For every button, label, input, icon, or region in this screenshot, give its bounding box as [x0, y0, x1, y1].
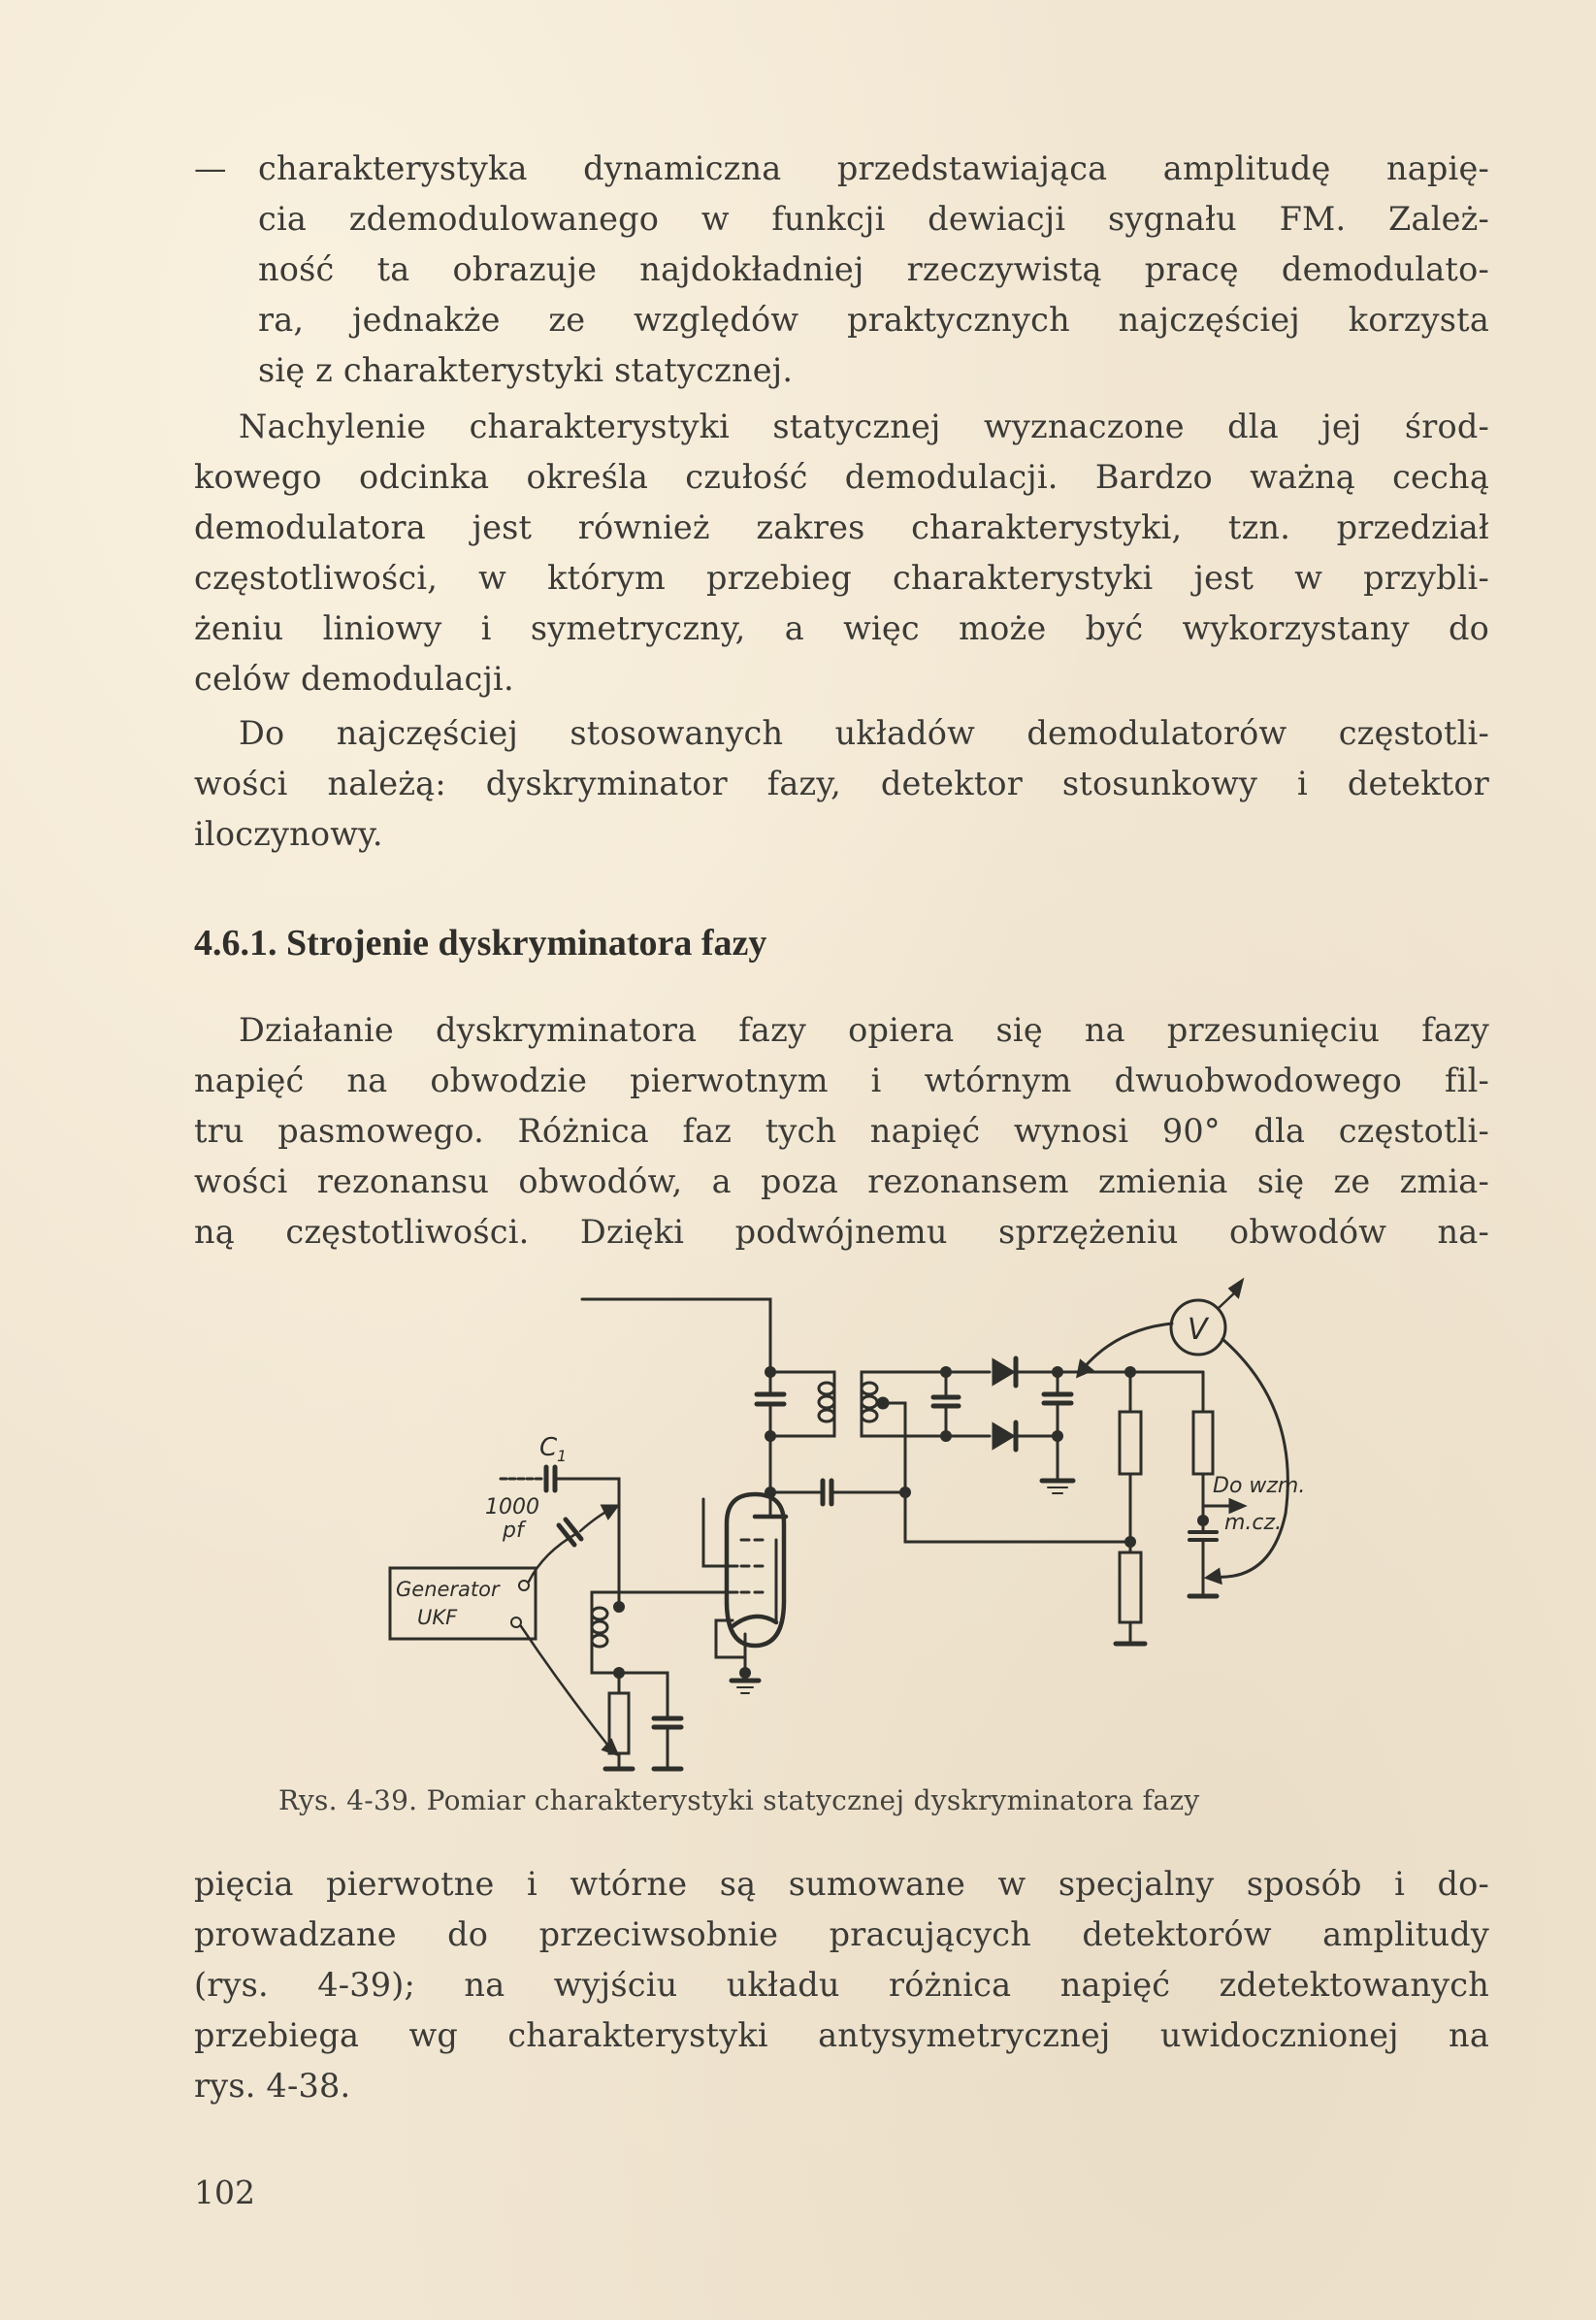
- text-line: przebiega wg charakterystyki antysymetrycznej uwidocznionej na: [194, 2016, 1489, 2054]
- capacitor-value-2: pf: [503, 1519, 524, 1543]
- generator-ukf: [390, 1495, 617, 1754]
- vacuum-tube: [619, 1492, 786, 1693]
- voltmeter: [1078, 1281, 1287, 1583]
- text-line: napięć na obwodzie pierwotnym i wtórnym dwuobwodowego fil-: [194, 1062, 1489, 1099]
- load-capacitor: [1042, 1372, 1073, 1493]
- secondary-capacitor: [926, 1372, 990, 1436]
- text-line: charakterystyka dynamiczna przedstawiająca amplitudę napię-: [258, 149, 1489, 187]
- page-number: 102: [194, 2173, 255, 2211]
- text-line: Działanie dyskryminatora fazy opiera się na przesunięciu fazy: [239, 1011, 1489, 1049]
- text-line: ra, jednakże ze względów praktycznych najczęściej korzysta: [258, 301, 1489, 339]
- text-line: tru pasmowego. Różnica faz tych napięć wynosi 90° dla częstotli-: [194, 1112, 1489, 1150]
- generator-label-1: Generator: [396, 1578, 500, 1601]
- text-line: ność ta obrazuje najdokładniej rzeczywistą pracę demodulato-: [258, 250, 1489, 288]
- text-line: cia zdemodulowanego w funkcji dewiacji sygnału FM. Zależ-: [258, 200, 1489, 238]
- secondary-coil: [862, 1372, 926, 1492]
- resistor-divider: [1116, 1372, 1145, 1644]
- text-line: celów demodulacji.: [194, 660, 514, 698]
- supply-wire: [582, 1299, 770, 1372]
- text-line: rys. 4-38.: [194, 2067, 351, 2105]
- text-line: prowadzane do przeciwsobnie pracujących detektorów amplitudy: [194, 1915, 1489, 1953]
- text-line: iloczynowy.: [194, 815, 383, 853]
- diode-upper: [993, 1358, 1203, 1386]
- text-line: częstotliwości, w którym przebieg charakterystyki jest w przybli-: [194, 559, 1489, 597]
- text-line: się z charakterystyki statycznej.: [258, 351, 794, 389]
- text-line: kowego odcinka określa czułość demodulacji. Bardzo ważną cechą: [194, 458, 1489, 496]
- circuit-diagram: [369, 1261, 1339, 1785]
- output-label-1: Do wzm.: [1213, 1474, 1306, 1498]
- text-line: Nachylenie charakterystyki statycznej wyznaczone dla jej środ-: [239, 408, 1489, 445]
- text-line: wości rezonansu obwodów, a poza rezonansem zmienia się ze zmia-: [194, 1162, 1489, 1200]
- output-label-2: m.cz.: [1224, 1511, 1283, 1535]
- figure-caption: Rys. 4-39. Pomiar charakterystyki statycznej dyskryminatora fazy: [278, 1784, 1200, 1816]
- text-line: pięcia pierwotne i wtórne są sumowane w specjalny sposób i do-: [194, 1865, 1489, 1903]
- coupling-capacitor: [770, 1481, 1130, 1542]
- diode-lower: [993, 1422, 1058, 1450]
- text-line: żeniu liniowy i symetryczny, a więc może być wykorzystany do: [194, 609, 1489, 647]
- voltmeter-label: V: [1188, 1313, 1208, 1347]
- text-line: wości należą: dyskryminator fazy, detektor stosunkowy i detektor: [194, 765, 1489, 802]
- c1-label: C: [539, 1433, 558, 1462]
- generator-label-2: UKF: [417, 1606, 458, 1629]
- section-heading: 4.6.1. Strojenie dyskryminatora fazy: [194, 923, 767, 964]
- text-line: demodulatora jest również zakres charakterystyki, tzn. przedział: [194, 508, 1489, 546]
- text-line: (rys. 4-39); na wyjściu układu różnica napięć zdetektowanych: [194, 1966, 1489, 2004]
- capacitor-value-1: 1000: [485, 1495, 539, 1519]
- text-line: ną częstotliwości. Dzięki podwójnemu sprzężeniu obwodów na-: [194, 1213, 1489, 1251]
- bullet-dash: —: [194, 149, 227, 187]
- c1-subscript: 1: [557, 1447, 568, 1465]
- text-line: Do najczęściej stosowanych układów demodulatorów częstotli-: [239, 714, 1489, 752]
